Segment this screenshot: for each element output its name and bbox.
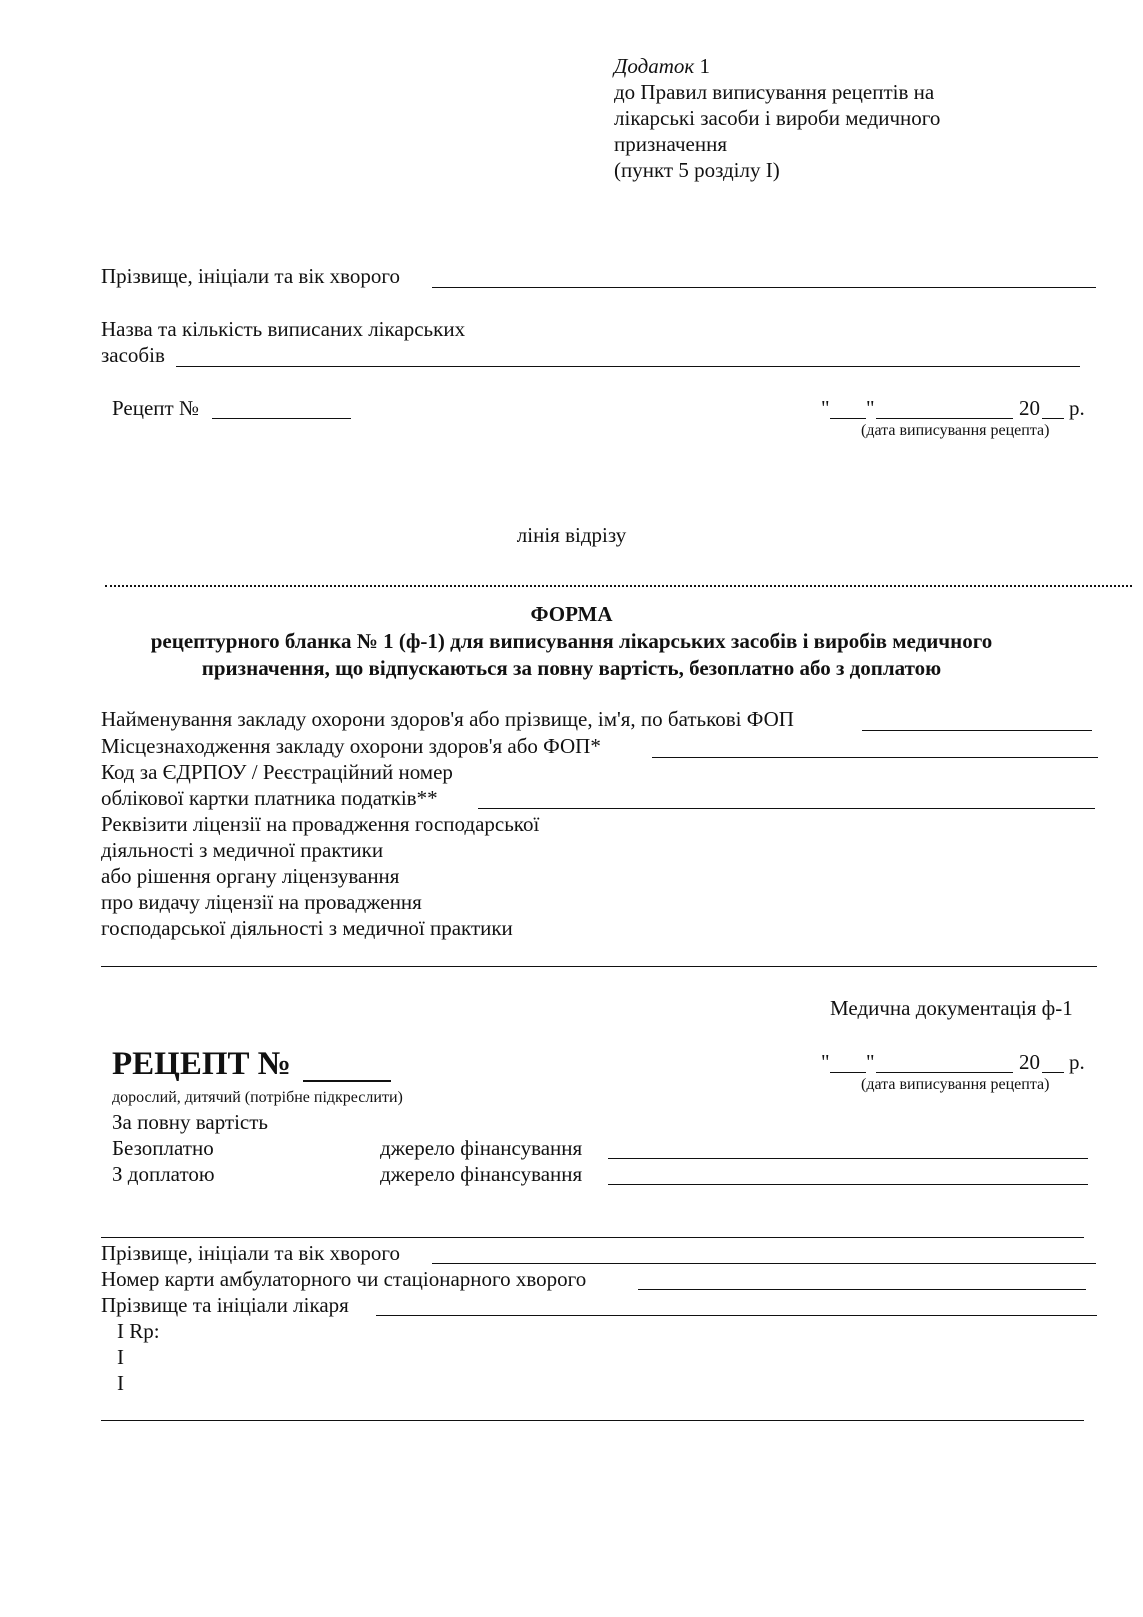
facility-name-field[interactable] <box>862 730 1092 731</box>
recipe-card-field[interactable] <box>638 1289 1086 1290</box>
recipe-date-day-field[interactable] <box>830 1072 866 1073</box>
appendix-title: Додаток 1 <box>614 54 710 78</box>
recipe-date-suffix: р. <box>1069 1050 1085 1074</box>
license-label: про видачу ліцензії на провадження <box>101 890 422 914</box>
stub-meds-label: засобів <box>101 343 165 367</box>
facility-code-label: облікової картки платника податків** <box>101 786 438 810</box>
stub-meds-label: Назва та кількість виписаних лікарських <box>101 317 466 341</box>
facility-location-label: Місцезнаходження закладу охорони здоров'я або ФОП* <box>101 734 601 758</box>
recipe-doctor-label: Прізвище та ініціали лікаря <box>101 1293 349 1317</box>
recipe-date-month-field[interactable] <box>876 1072 1013 1073</box>
license-label: або рішення органу ліцензування <box>101 864 400 888</box>
recipe-date-year: 20 <box>1019 1050 1040 1074</box>
recipe-patient-field[interactable] <box>432 1263 1096 1264</box>
stub-meds-field[interactable] <box>176 366 1080 367</box>
stub-date-caption: (дата виписування рецепта) <box>861 422 1050 439</box>
recipe-doctor-field[interactable] <box>376 1315 1097 1316</box>
recipe-date-quote: " <box>866 1050 875 1074</box>
appendix-line: (пункт 5 розділу І) <box>614 158 780 182</box>
license-label: Реквізити ліцензії на провадження господарської <box>101 812 540 836</box>
recipe-card-label: Номер карти амбулаторного чи стаціонарного хворого <box>101 1267 587 1291</box>
appendix-line: лікарські засоби і вироби медичного <box>614 106 941 130</box>
facility-code-field[interactable] <box>478 808 1095 809</box>
recipe-no-field[interactable] <box>303 1080 391 1082</box>
cut-line-label: лінія відрізу <box>516 523 627 547</box>
facility-location-field[interactable] <box>652 757 1098 758</box>
stub-recipe-no-field[interactable] <box>212 418 351 419</box>
payment-free[interactable]: Безоплатно <box>112 1136 214 1160</box>
funding-label: джерело фінансування <box>380 1162 583 1186</box>
funding-field-free[interactable] <box>608 1158 1088 1159</box>
rp-field[interactable] <box>101 1420 1084 1421</box>
stub-recipe-no-label: Рецепт № <box>112 396 199 420</box>
form-heading: ФОРМА <box>530 602 613 626</box>
stub-patient-field[interactable] <box>432 287 1096 288</box>
stub-date-suffix: р. <box>1069 396 1085 420</box>
stub-date-day-field[interactable] <box>830 418 866 419</box>
stub-date-year: 20 <box>1019 396 1040 420</box>
stub-date-month-field[interactable] <box>876 418 1013 419</box>
recipe-age-note: дорослий, дитячий (потрібне підкреслити) <box>112 1089 403 1106</box>
cut-line <box>105 585 1132 587</box>
rp-line: I <box>117 1345 124 1369</box>
stub-date-quote: " <box>866 396 875 420</box>
license-field[interactable] <box>101 966 1097 967</box>
appendix-line: до Правил виписування рецептів на <box>614 80 935 104</box>
stub-date-quote: " <box>821 396 830 420</box>
recipe-date-year-field[interactable] <box>1042 1072 1064 1073</box>
recipe-divider <box>101 1237 1084 1238</box>
funding-label: джерело фінансування <box>380 1136 583 1160</box>
recipe-patient-label: Прізвище, ініціали та вік хворого <box>101 1241 400 1265</box>
license-label: господарської діяльності з медичної практики <box>101 916 513 940</box>
form-subheading: призначення, що відпускаються за повну вартість, безоплатно або з доплатою <box>201 656 942 680</box>
payment-copay[interactable]: З доплатою <box>112 1162 215 1186</box>
rp-line: I Rp: <box>117 1319 160 1343</box>
appendix-line: призначення <box>614 132 728 156</box>
recipe-title: РЕЦЕПТ № <box>112 1046 291 1082</box>
recipe-date-caption: (дата виписування рецепта) <box>861 1076 1050 1093</box>
funding-field-copay[interactable] <box>608 1184 1088 1185</box>
form-subheading: рецептурного бланка № 1 (ф-1) для виписування лікарських засобів і виробів медичного <box>150 629 993 653</box>
facility-code-label: Код за ЄДРПОУ / Реєстраційний номер <box>101 760 453 784</box>
stub-date-year-field[interactable] <box>1042 418 1064 419</box>
payment-full-price[interactable]: За повну вартість <box>112 1110 269 1134</box>
license-label: діяльності з медичної практики <box>101 838 384 862</box>
rp-line: I <box>117 1371 124 1395</box>
med-doc-label: Медична документація ф-1 <box>830 996 1073 1020</box>
stub-patient-label: Прізвище, ініціали та вік хворого <box>101 264 400 288</box>
facility-name-label: Найменування закладу охорони здоров'я або прізвище, ім'я, по батькові ФОП <box>101 707 794 731</box>
recipe-date-quote: " <box>821 1050 830 1074</box>
